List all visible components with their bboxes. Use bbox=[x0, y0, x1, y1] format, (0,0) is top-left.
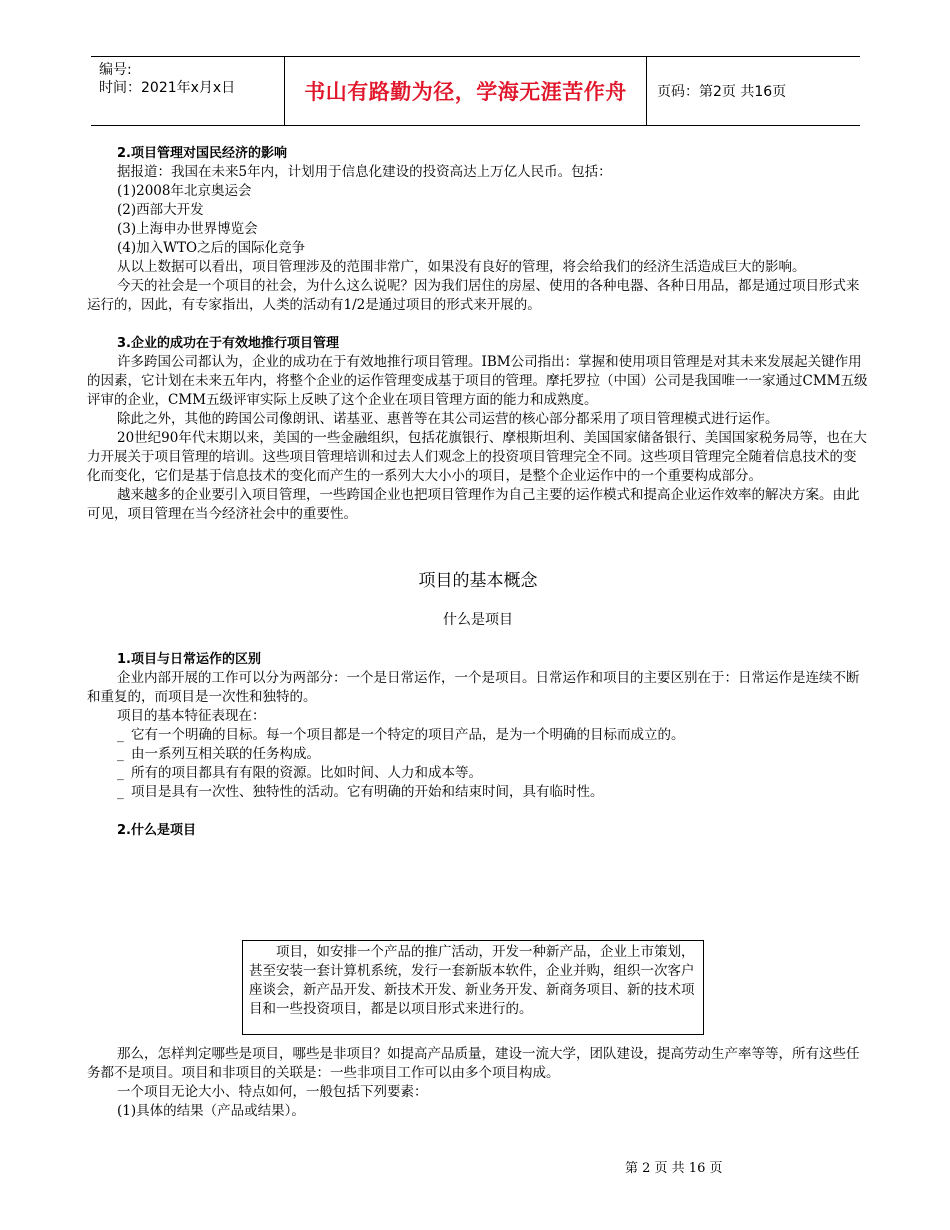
document-body bbox=[87, 144, 869, 840]
header-meta bbox=[91, 57, 285, 125]
paragraph: 从以上数据可以看出，项目管理涉及的范围非常广，如果没有良好的管理，将会给我们的经济生活造成巨大的影响。 bbox=[117, 259, 806, 275]
list-item: (4)加入WTO之后的国际化竞争 bbox=[117, 240, 306, 256]
document-body-lower bbox=[87, 1045, 869, 1121]
paragraph: 企业内部开展的工作可以分为两部分：一个是日常运作，一个是项目。日常运作和项目的主要区别在于：日常运作是连续不断和重复的，而项目是一次性和独特的。 bbox=[87, 670, 860, 705]
section-heading: 3.企业的成功在于有效地推行项目管理 bbox=[117, 336, 339, 351]
bullet-mark: _ bbox=[117, 765, 124, 781]
chapter-title: 项目的基本概念 bbox=[418, 571, 538, 591]
page-footer: 第 2 页 共 16 页 bbox=[625, 1161, 723, 1176]
list-item: (1)具体的结果（产品或结果）。 bbox=[117, 1103, 305, 1119]
bullet-item bbox=[87, 726, 869, 745]
bullet-mark: _ bbox=[117, 727, 124, 743]
bullet-text: 由一系列互相关联的任务构成。 bbox=[131, 746, 320, 762]
page-header bbox=[91, 56, 860, 126]
list-item: (3)上海申办世界博览会 bbox=[117, 221, 258, 237]
bullet-item bbox=[87, 745, 869, 764]
bullet-mark: _ bbox=[117, 784, 124, 800]
paragraph: 今天的社会是一个项目的社会，为什么这么说呢？因为我们居住的房屋、使用的各种电器、各种日用品，都是通过项目形式来运行的，因此，有专家指出，人类的活动有1/2是通过项目的形式来开展的。 bbox=[87, 278, 860, 313]
bullet-text: 所有的项目都具有有限的资源。比如时间、人力和成本等。 bbox=[131, 765, 482, 781]
list-item: (2)西部大开发 bbox=[117, 202, 204, 218]
bullet-text: 它有一个明确的目标。每一个项目都是一个特定的项目产品，是为一个明确的目标而成立的。 bbox=[131, 727, 685, 743]
header-page-info: 页码：第2页 共16页 bbox=[657, 84, 787, 100]
section-heading: 1.项目与日常运作的区别 bbox=[117, 652, 261, 667]
section-heading: 2.什么是项目 bbox=[117, 823, 196, 838]
bullet-text: 项目是具有一次性、独特性的活动。它有明确的开始和结束时间，具有临时性。 bbox=[131, 784, 604, 800]
list-item: (1)2008年北京奥运会 bbox=[117, 183, 252, 199]
paragraph: 一个项目无论大小、特点如何，一般包括下列要素： bbox=[117, 1084, 428, 1100]
bullet-item bbox=[87, 783, 869, 802]
bullet-item bbox=[87, 764, 869, 783]
bullet-mark: _ bbox=[117, 746, 124, 762]
paragraph: 许多跨国公司都认为，企业的成功在于有效地推行项目管理。IBM公司指出：掌握和使用项目管理是对其未来发展起关键作用的因素，它计划在未来五年内，将整个企业的运作管理变成基于项目的管理。摩托罗拉（中国）公司是我国唯一一家通过CMM五级评审的企业，CMM五级评审实际上反映了这个企业在项目管理方面的能力和成熟度。 bbox=[87, 354, 868, 408]
section-heading: 2.项目管理对国民经济的影响 bbox=[117, 146, 287, 161]
chapter-subtitle: 什么是项目 bbox=[443, 612, 513, 628]
time-label: 时间：2021年x月x日 bbox=[99, 80, 236, 96]
header-motto: 书山有路勤为径，学海无涯苦作舟 bbox=[285, 57, 647, 125]
paragraph: 除此之外，其他的跨国公司像朗讯、诺基亚、惠普等在其公司运营的核心部分都采用了项目管理模式进行运作。 bbox=[117, 411, 779, 427]
paragraph: 据报道：我国在未来5年内，计划用于信息化建设的投资高达上万亿人民币。包括： bbox=[117, 164, 612, 180]
paragraph: 20世纪90年代末期以来，美国的一些金融组织，包括花旗银行、摩根斯坦利、美国国家储备银行、美国国家税务局等，也在大力开展关于项目管理的培训。这些项目管理培训和过去人们观念上的投资项目管理完全不同。这些项目管理完全随着信息技术的变化而变化，它们是基于信息技术的变化而产生的一系列大大小小的项目，是整个企业运作中的一个重要构成部分。 bbox=[87, 430, 867, 484]
paragraph: 越来越多的企业要引入项目管理，一些跨国企业也把项目管理作为自己主要的运作模式和提高企业运作效率的解决方案。由此可见，项目管理在当今经济社会中的重要性。 bbox=[87, 487, 860, 522]
definition-box: 项目，如安排一个产品的推广活动，开发一种新产品，企业上市策划，甚至安装一套计算机系统，发行一套新版本软件，企业并购，组织一次客户座谈会，新产品开发、新技术开发、新业务开发、新商务项目、新的技术项目和一些投资项目，都是以项目形式来进行的。 bbox=[242, 940, 704, 1035]
number-label: 编号: bbox=[99, 62, 132, 78]
paragraph: 项目的基本特征表现在： bbox=[117, 708, 266, 724]
paragraph: 那么，怎样判定哪些是项目，哪些是非项目？如提高产品质量，建设一流大学，团队建设，提高劳动生产率等等，所有这些任务都不是项目。项目和非项目的关联是：一些非项目工作可以由多个项目构成。 bbox=[87, 1046, 860, 1081]
